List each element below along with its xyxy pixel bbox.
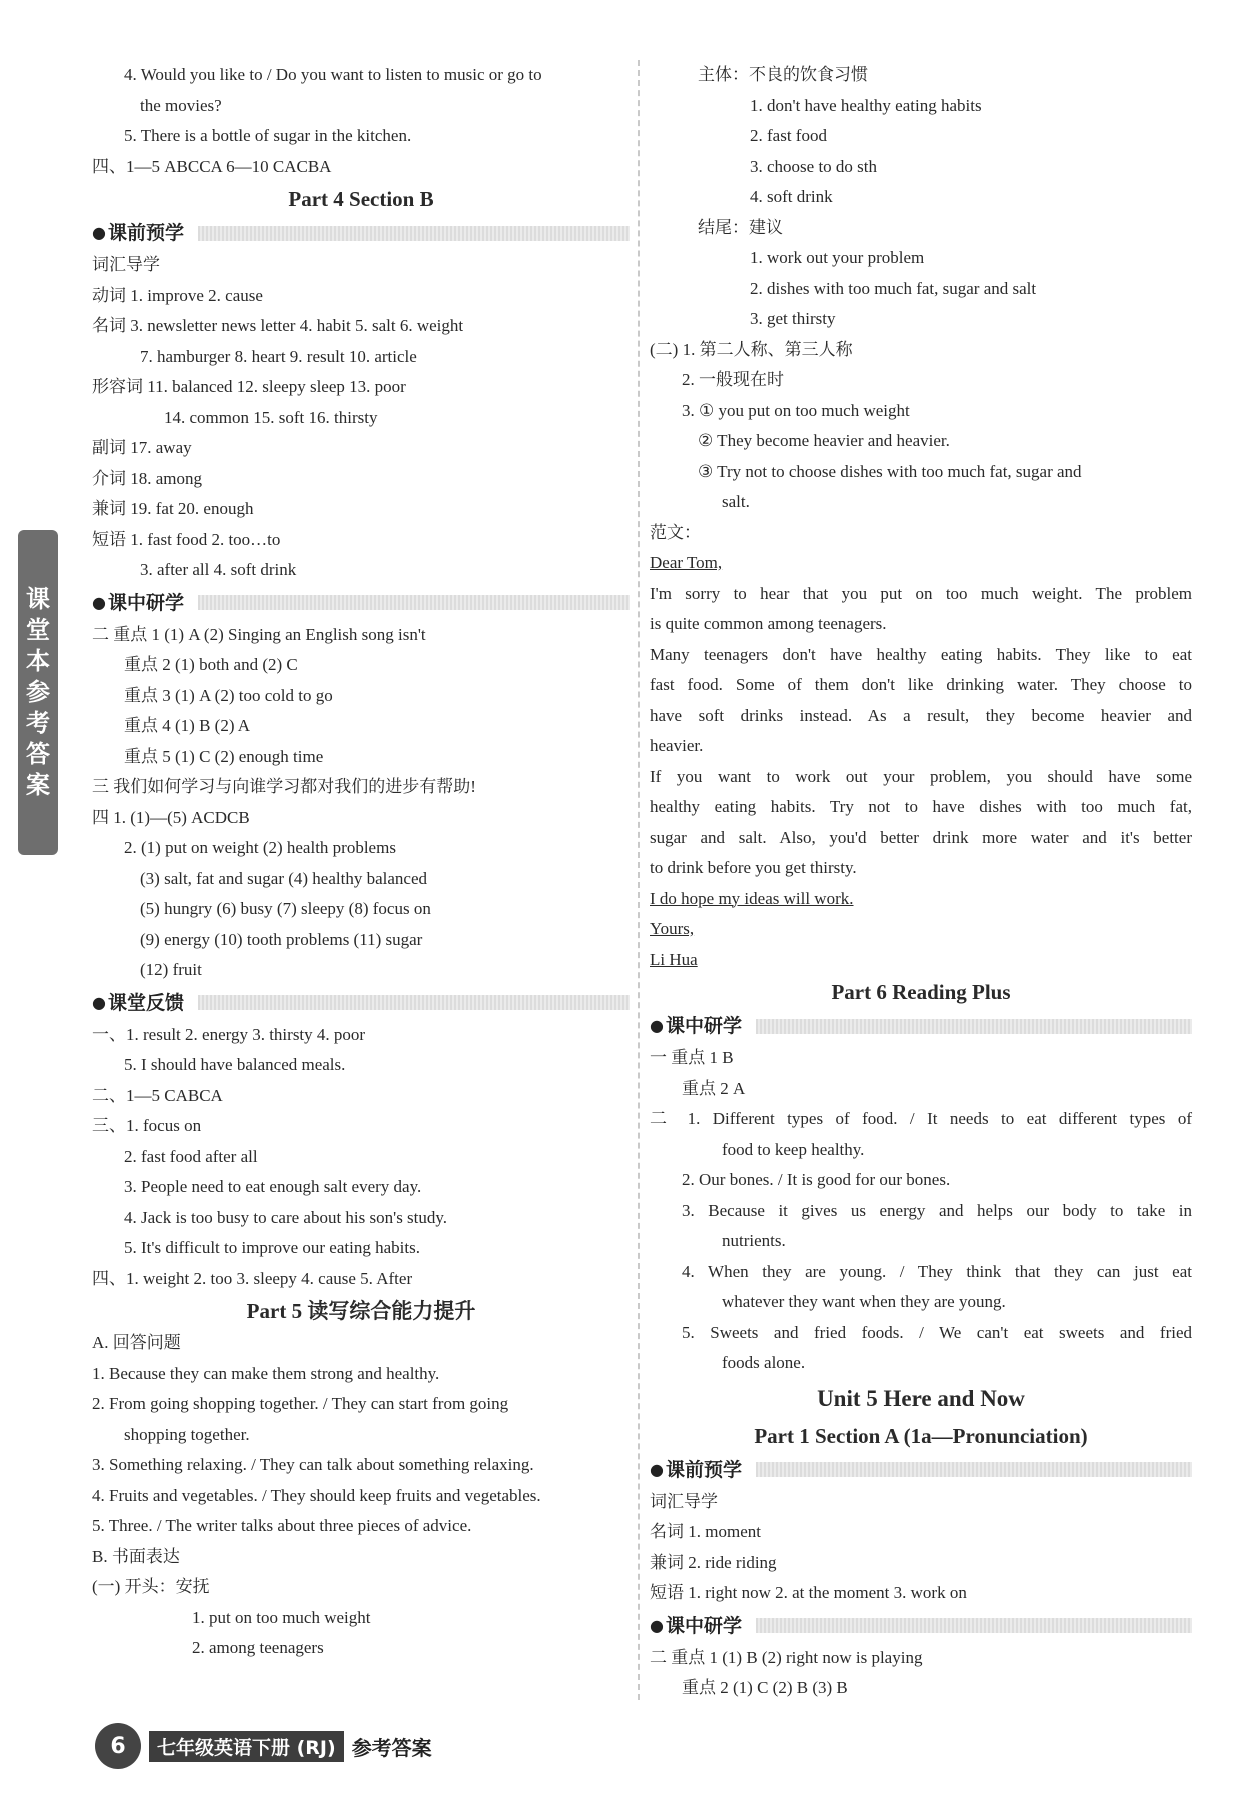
answer-line: Many teenagers don't have healthy eating habits. They like to eat — [650, 644, 1192, 664]
answer-line: 名词 3. newsletter news letter 4. habit 5. salt 6. weight — [92, 316, 464, 335]
section-header — [92, 586, 630, 620]
answer-line: 四、1—5 ABCCA 6—10 CACBA — [92, 156, 332, 176]
section-bar — [198, 226, 630, 241]
section-title: 课中研学 — [665, 1015, 742, 1037]
side-tab-char: 考 — [26, 709, 50, 737]
section-header — [92, 986, 630, 1020]
answer-line: Dear Tom, — [650, 553, 723, 572]
section-header — [650, 1609, 1192, 1643]
answer-line: 结尾：建议 — [698, 217, 783, 237]
answer-line: 形容词 11. balanced 12. sleepy sleep 13. poor — [92, 377, 406, 396]
answer-line: 二 重点 1 (1) A (2) Singing an English song isn't — [92, 624, 426, 644]
part-heading: Unit 5 Here and Now — [817, 1385, 1025, 1411]
answer-line: 二 重点 1 (1) B (2) right now is playing — [650, 1647, 923, 1667]
answer-line: 短语 1. right now 2. at the moment 3. work on — [650, 1583, 967, 1602]
answer-line: 四 1. (1)—(5) ACDCB — [92, 807, 250, 827]
section-header — [650, 1453, 1192, 1487]
answer-line: shopping together. — [124, 1424, 250, 1444]
answer-line: 3. ① you put on too much weight — [682, 400, 910, 420]
answer-line: B. 书面表达 — [92, 1546, 180, 1566]
part-heading: Part 6 Reading Plus — [831, 980, 1011, 1004]
side-tab-char: 本 — [26, 647, 50, 675]
side-tab — [18, 530, 58, 855]
section-bar — [756, 1618, 1192, 1633]
bullet-icon: ● — [650, 1016, 664, 1035]
answer-line: 4. Jack is too busy to care about his son's study. — [124, 1207, 448, 1227]
answer-line: is quite common among teenagers. — [650, 614, 887, 633]
answer-line: 三 我们如何学习与向谁学习都对我们的进步有帮助! — [92, 777, 476, 796]
answer-line: 3. after all 4. soft drink — [140, 560, 297, 579]
side-tab-char: 参 — [26, 678, 50, 706]
answer-line: 7. hamburger 8. heart 9. result 10. article — [140, 346, 417, 366]
answer-line: 2. (1) put on weight (2) health problems — [124, 838, 396, 857]
answer-line: 5. It's difficult to improve our eating habits. — [124, 1238, 420, 1257]
answer-line: 重点 3 (1) A (2) too cold to go — [124, 685, 333, 705]
answer-line: 主体：不良的饮食习惯 — [698, 65, 868, 84]
answer-line: ② They become heavier and heavier. — [698, 431, 950, 450]
part-heading: Part 1 Section A (1a—Pronunciation) — [754, 1423, 1088, 1448]
answer-line: 3. Something relaxing. / They can talk about something relaxing. — [92, 1455, 534, 1474]
section-bar — [198, 995, 630, 1010]
answer-line: 5. There is a bottle of sugar in the kitchen. — [124, 126, 412, 145]
answer-line: 四、1. weight 2. too 3. sleepy 4. cause 5. After — [92, 1268, 413, 1288]
bullet-icon: ● — [650, 1459, 664, 1479]
answer-line: salt. — [722, 492, 750, 511]
column-divider — [638, 60, 640, 1700]
answer-line: 4. Fruits and vegetables. / They should keep fruits and vegetables. — [92, 1485, 541, 1505]
answer-line: nutrients. — [722, 1231, 786, 1250]
answer-line: 4. Would you like to / Do you want to listen to music or go to — [124, 65, 542, 84]
side-tab-char: 答 — [26, 740, 50, 768]
answer-line: 词汇导学 — [650, 1491, 718, 1511]
answer-line: heavier. — [650, 736, 704, 755]
answer-line: (9) energy (10) tooth problems (11) sugar — [140, 929, 423, 949]
answer-line: 2. From going shopping together. / They can start from going — [92, 1394, 509, 1413]
answer-line: 词汇导学 — [92, 255, 160, 274]
answer-line: 兼词 19. fat 20. enough — [92, 499, 254, 518]
answer-line: 3. People need to eat enough salt every day. — [124, 1177, 422, 1196]
answer-line: healthy eating habits. Try not to have dishes with too much fat, — [650, 797, 1192, 816]
left-column — [92, 60, 630, 1664]
side-tab-char: 课 — [26, 585, 50, 613]
section-header — [650, 1009, 1192, 1043]
answer-line: sugar and salt. Also, you'd better drink more water and it's better — [650, 827, 1192, 847]
answer-line: food to keep healthy. — [722, 1139, 865, 1159]
answer-line: 5. Three. / The writer talks about three pieces of advice. — [92, 1516, 472, 1535]
section-bar — [756, 1019, 1192, 1034]
answer-line: have soft drinks instead. As a result, they become heavier and — [650, 705, 1192, 725]
answer-line: 1. don't have healthy eating habits — [750, 95, 982, 115]
answer-line: I do hope my ideas will work. — [650, 888, 854, 908]
section-bar — [756, 1462, 1192, 1477]
section-title: 课前预学 — [665, 1458, 742, 1481]
bullet-icon: ● — [92, 592, 106, 612]
answer-line: A. 回答问题 — [92, 1333, 181, 1352]
answer-line: foods alone. — [722, 1353, 806, 1372]
answer-line: whatever they want when they are young. — [722, 1292, 1006, 1311]
answer-line: 一、1. result 2. energy 3. thirsty 4. poor — [92, 1024, 366, 1044]
answer-line: 2. 一般现在时 — [682, 370, 784, 389]
answer-line: 2. fast food — [750, 126, 827, 145]
section-title: 课前预学 — [107, 222, 184, 244]
bullet-icon: ● — [92, 992, 106, 1012]
answer-line: I'm sorry to hear that you put on too much weight. The problem — [650, 583, 1192, 603]
answer-line: 重点 5 (1) C (2) enough time — [124, 746, 324, 766]
answer-line: 重点 4 (1) B (2) A — [124, 716, 251, 735]
section-title: 课中研学 — [665, 1614, 742, 1637]
answer-label: 参考答案 — [351, 1735, 432, 1760]
answer-line: If you want to work out your problem, you should have some — [650, 766, 1192, 786]
section-title: 课堂反馈 — [107, 991, 184, 1014]
answer-line: 4. When they are young. / They think that they can just eat — [682, 1261, 1192, 1281]
part-heading: Part 4 Section B — [288, 187, 434, 211]
answer-line: fast food. Some of them don't like drinking water. They choose to — [650, 675, 1192, 694]
answer-line: 3. get thirsty — [750, 309, 836, 328]
section-header — [92, 216, 630, 250]
answer-line: 一 重点 1 B — [650, 1048, 734, 1067]
answer-line: 14. common 15. soft 16. thirsty — [164, 407, 378, 427]
answer-line: 1. put on too much weight — [192, 1607, 371, 1627]
section-title: 课中研学 — [107, 591, 184, 614]
right-column — [650, 60, 1192, 1704]
answer-line: 副词 17. away — [92, 438, 192, 457]
answer-line: 介词 18. among — [92, 468, 203, 488]
answer-line: 兼词 2. ride riding — [650, 1552, 777, 1572]
answer-line: 3. choose to do sth — [750, 156, 878, 176]
answer-line: (5) hungry (6) busy (7) sleepy (8) focus on — [140, 899, 431, 918]
answer-line: to drink before you get thirsty. — [650, 858, 857, 877]
answer-line: 4. soft drink — [750, 187, 833, 206]
answer-line: 范文： — [650, 522, 701, 542]
answer-line: 短语 1. fast food 2. too…to — [92, 529, 281, 549]
answer-line: 二 1. Different types of food. / It needs to eat different types of — [650, 1109, 1192, 1128]
answer-line: 2. fast food after all — [124, 1146, 258, 1166]
answer-line: 2. Our bones. / It is good for our bones. — [682, 1170, 951, 1189]
page-footer — [95, 1722, 432, 1770]
answer-line: 1. Because they can make them strong and healthy. — [92, 1363, 440, 1383]
answer-line: 重点 2 (1) C (2) B (3) B — [682, 1678, 848, 1697]
answer-line: 名词 1. moment — [650, 1522, 761, 1541]
bullet-icon: ● — [650, 1615, 664, 1635]
answer-line: 5. I should have balanced meals. — [124, 1055, 346, 1074]
answer-line: 1. work out your problem — [750, 248, 925, 267]
answer-line: 三、1. focus on — [92, 1116, 202, 1135]
answer-line: (3) salt, fat and sugar (4) healthy balanced — [140, 868, 427, 888]
book-title: 七年级英语下册 (RJ) — [149, 1731, 344, 1762]
answer-line: Yours, — [650, 919, 695, 938]
answer-line: ③ Try not to choose dishes with too much fat, sugar and — [698, 461, 1082, 481]
answer-line: 重点 2 (1) both and (2) C — [124, 655, 298, 674]
answer-line: (二) 1. 第二人称、第三人称 — [650, 339, 853, 359]
answer-line: 重点 2 A — [682, 1078, 746, 1098]
side-tab-char: 案 — [26, 771, 50, 799]
answer-line: the movies? — [140, 95, 222, 115]
part-heading: Part 5 读写综合能力提升 — [246, 1299, 476, 1323]
answer-line: (一) 开头：安抚 — [92, 1577, 210, 1596]
section-bar — [198, 595, 630, 610]
answer-line: 3. Because it gives us energy and helps our body to take in — [682, 1200, 1192, 1220]
side-tab-char: 堂 — [26, 616, 50, 644]
answer-line: 2. dishes with too much fat, sugar and salt — [750, 278, 1037, 298]
bullet-icon: ● — [92, 223, 106, 242]
page-number: 6 — [95, 1723, 141, 1769]
answer-line: 动词 1. improve 2. cause — [92, 285, 263, 305]
answer-line: 2. among teenagers — [192, 1638, 324, 1657]
answer-line: 二、1—5 CABCA — [92, 1085, 223, 1105]
answer-line: 5. Sweets and fried foods. / We can't eat sweets and fried — [682, 1322, 1192, 1342]
answer-line: Li Hua — [650, 949, 698, 969]
answer-line: (12) fruit — [140, 960, 202, 979]
